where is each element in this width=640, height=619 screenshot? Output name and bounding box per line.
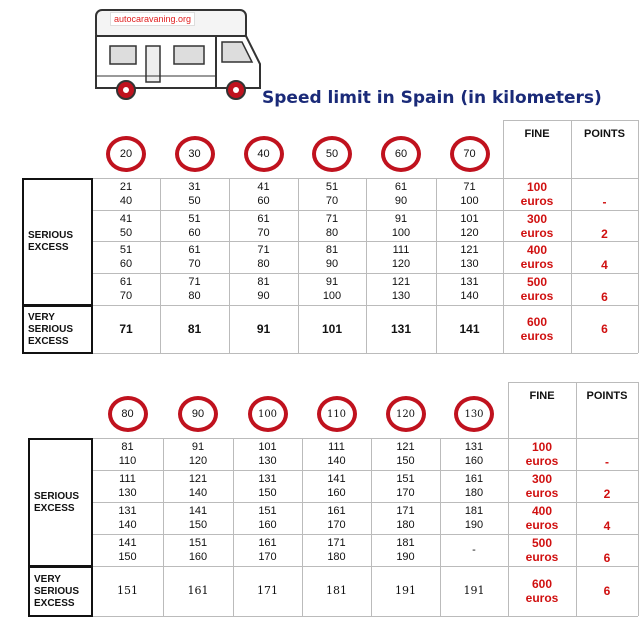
speed-value: 71: [257, 244, 270, 256]
speed-range-cell: [436, 241, 503, 273]
speed-value: 180: [396, 519, 415, 531]
speed-value: 50: [188, 195, 201, 207]
fine-text: 500: [531, 536, 553, 550]
speed-value: 151: [258, 505, 277, 517]
speed-value: 71: [463, 181, 476, 193]
speed-value: 91: [394, 212, 408, 225]
speed-value: 60: [257, 195, 270, 207]
speed-value: 70: [119, 290, 133, 302]
speed-limit-sign-80: 80: [108, 396, 148, 432]
speed-range-cell: [436, 178, 503, 210]
serious-excess-text: SERIOUS: [28, 230, 74, 241]
fine-text: euros: [520, 225, 554, 240]
speed-value: 50: [119, 226, 133, 239]
grid-line: [638, 178, 639, 353]
speed-range-cell: [366, 210, 436, 241]
speed-value: 110: [118, 455, 137, 467]
speed-value: 160: [258, 519, 277, 531]
speed-range-cell: [298, 273, 366, 305]
speed-range-cell: [160, 210, 229, 241]
speed-limit-sign-60: 60: [381, 136, 421, 172]
speed-range-cell: [92, 178, 160, 210]
speed-value: 101: [258, 441, 277, 453]
very-serious-excess-text: EXCESS: [34, 597, 75, 609]
speed-limit-sign-40: 40: [244, 136, 284, 172]
speed-value: 170: [396, 487, 415, 499]
speed-range-cell: [92, 502, 163, 534]
speed-range-cell: [302, 438, 371, 470]
speed-value: 60: [188, 226, 201, 239]
speed-value: 31: [188, 181, 201, 193]
very-serious-value: 191: [395, 584, 416, 597]
speed-limit-sign-30: 30: [175, 136, 215, 172]
fine-text: euros: [520, 329, 554, 343]
speed-range-cell: [160, 178, 229, 210]
very-serious-value: 81: [187, 322, 202, 336]
speed-range-cell: [298, 241, 366, 273]
speed-value: 130: [258, 455, 277, 467]
speed-value: 80: [188, 290, 201, 302]
very-serious-value: 71: [119, 322, 133, 336]
speed-limit-sign-70: 70: [450, 136, 490, 172]
speed-value: 21: [119, 181, 133, 193]
speed-value: 121: [188, 473, 208, 485]
fine-cell: [508, 566, 576, 616]
speed-value: 180: [327, 551, 346, 563]
speed-value: 131: [118, 505, 137, 517]
speed-value: 60: [119, 258, 133, 270]
speed-value: 101: [460, 212, 479, 225]
speed-value: 160: [188, 551, 208, 563]
points-cell: -: [602, 195, 607, 209]
speed-value: 120: [391, 258, 411, 270]
speed-range-cell: [92, 470, 163, 502]
speed-range-cell: [163, 534, 233, 566]
very-serious-value: 191: [463, 584, 485, 597]
very-serious-value: 171: [257, 584, 278, 597]
speed-value: 150: [118, 551, 137, 563]
speed-range-cell: [440, 438, 508, 470]
speed-limit-sign-50: 50: [312, 136, 352, 172]
very-serious-value: 161: [187, 584, 209, 597]
speed-range-cell: [163, 470, 233, 502]
points-header: POINTS: [584, 128, 625, 140]
speed-value: 100: [460, 195, 479, 207]
grid-line: [92, 353, 638, 354]
speed-range-cell: [440, 534, 508, 566]
speed-range-cell: [298, 210, 366, 241]
speed-range-cell: [233, 438, 302, 470]
speed-range-cell: [233, 502, 302, 534]
speed-range-cell: [160, 241, 229, 273]
speed-value: 51: [325, 181, 339, 193]
grid-line: [576, 382, 577, 438]
very-serious-excess-text: EXCESS: [28, 335, 69, 347]
speed-value: 131: [464, 441, 484, 453]
fine-cell: [508, 502, 576, 534]
grid-line: [92, 616, 638, 617]
very-serious-value: 141: [459, 322, 480, 336]
speed-value: 70: [188, 258, 201, 270]
serious-excess-text: EXCESS: [28, 242, 69, 253]
speed-value: 140: [188, 487, 208, 499]
speed-range-cell: [371, 470, 440, 502]
fine-text: 100: [526, 180, 548, 194]
points-cell: 4: [601, 258, 608, 272]
fine-text: 600: [531, 577, 553, 591]
speed-range-cell: [371, 438, 440, 470]
speed-range-cell: [436, 210, 503, 241]
speed-value: 121: [460, 244, 479, 256]
speed-range-cell: [302, 534, 371, 566]
serious-excess-label: [28, 438, 93, 567]
grid-line: [638, 382, 639, 438]
speed-range-cell: [298, 178, 366, 210]
points-cell: 2: [603, 487, 611, 501]
speed-value: 180: [464, 487, 484, 499]
speed-range-cell: [229, 273, 298, 305]
speed-range-cell: [440, 470, 508, 502]
points-cell: 2: [601, 226, 608, 241]
serious-excess-text: SERIOUS: [34, 490, 80, 502]
speed-range-cell: [233, 534, 302, 566]
speed-range-cell: [92, 273, 160, 305]
speed-value: 81: [121, 441, 134, 453]
speed-value: 141: [118, 537, 137, 549]
speed-value: 61: [394, 181, 408, 193]
speed-value: 130: [460, 258, 479, 270]
speed-value: 81: [257, 276, 270, 288]
speed-range-cell: [229, 178, 298, 210]
speed-value: 170: [258, 551, 277, 563]
serious-excess-label: [22, 178, 93, 306]
speed-range-cell: [92, 534, 163, 566]
fine-text: euros: [525, 486, 559, 500]
speed-value: 161: [327, 505, 346, 517]
fine-cell: [503, 241, 571, 273]
site-watermark: autocaravaning.org: [110, 12, 195, 26]
speed-value: 140: [118, 519, 137, 531]
points-cell: 6: [601, 290, 608, 304]
speed-value: 171: [396, 505, 415, 517]
points-cell: -: [605, 455, 609, 469]
fine-text: euros: [520, 194, 554, 208]
grid-line: [638, 438, 639, 616]
very-serious-value: 131: [390, 322, 412, 336]
speed-range-cell: [160, 273, 229, 305]
speed-value: 71: [325, 212, 339, 225]
speed-value: 190: [396, 551, 415, 563]
fine-text: euros: [525, 518, 559, 532]
fine-header: FINE: [529, 390, 555, 402]
speed-value: 41: [119, 212, 133, 225]
fine-text: 400: [526, 243, 548, 257]
speed-value: 80: [325, 226, 339, 239]
speed-range-cell: [366, 273, 436, 305]
speed-value: 150: [188, 519, 208, 531]
speed-value: 51: [188, 212, 201, 225]
speed-value: 151: [188, 537, 208, 549]
speed-value: 190: [464, 519, 484, 531]
speed-value: 71: [188, 276, 201, 288]
fine-cell: [503, 273, 571, 305]
fine-text: 600: [526, 315, 548, 329]
speed-value: 80: [257, 258, 270, 270]
fine-text: euros: [525, 454, 559, 468]
fine-cell: [508, 534, 576, 566]
speed-value: 100: [391, 226, 411, 239]
fine-cell: [503, 178, 571, 210]
speed-range-cell: [302, 502, 371, 534]
speed-value: 70: [257, 226, 270, 239]
speed-value: 91: [325, 276, 339, 288]
speed-value: 111: [119, 473, 136, 485]
speed-value: 170: [327, 519, 346, 531]
speed-value: 160: [327, 487, 346, 499]
speed-range-cell: [92, 438, 163, 470]
speed-value: 41: [257, 181, 270, 193]
speed-value: 161: [258, 537, 277, 549]
points-cell: 6: [603, 584, 611, 598]
speed-limit-sign-130: 130: [454, 396, 494, 432]
very-serious-excess-text: VERY: [28, 311, 55, 323]
points-cell: 4: [603, 519, 611, 533]
speed-value: 140: [460, 290, 479, 302]
fine-text: 400: [531, 504, 553, 518]
speed-value: 90: [394, 195, 408, 207]
speed-range-cell: [436, 273, 503, 305]
fine-text: 300: [531, 472, 553, 486]
points-cell: 6: [601, 322, 608, 336]
speed-range-cell: [92, 241, 160, 273]
fine-cell: [503, 210, 571, 241]
speed-value: 90: [257, 290, 270, 302]
speed-value: 171: [327, 537, 346, 549]
fine-text: euros: [520, 257, 554, 271]
grid-line: [503, 120, 638, 121]
fine-text: 100: [531, 440, 553, 454]
speed-value: 121: [396, 441, 415, 453]
speed-value: 61: [257, 212, 270, 225]
speed-range-cell: [229, 241, 298, 273]
speed-range-cell: [366, 178, 436, 210]
speed-value: 181: [396, 537, 415, 549]
speed-range-cell: [163, 438, 233, 470]
speed-range-cell: [163, 502, 233, 534]
grid-line: [508, 382, 509, 438]
fine-text: 300: [526, 211, 548, 226]
fine-text: euros: [525, 550, 559, 564]
points-header: POINTS: [586, 390, 628, 402]
speed-range-cell: [302, 470, 371, 502]
speed-value: 40: [119, 195, 133, 207]
speed-limit-sign-110: 110: [317, 396, 357, 432]
speed-range-cell: [366, 241, 436, 273]
very-serious-excess-text: SERIOUS: [28, 323, 74, 335]
speed-value: 150: [258, 487, 277, 499]
grid-line: [638, 120, 639, 178]
fine-text: euros: [525, 591, 559, 605]
speed-value: 141: [327, 473, 346, 485]
very-serious-excess-label: [22, 305, 93, 354]
fine-cell: [503, 305, 571, 353]
speed-range-cell: [371, 502, 440, 534]
speed-range-cell: [371, 534, 440, 566]
fine-cell: [508, 470, 576, 502]
fine-text: 500: [526, 275, 548, 289]
very-serious-value: 91: [256, 322, 271, 336]
speed-value: 151: [396, 473, 415, 485]
very-serious-value: 151: [117, 584, 138, 597]
speed-value: 70: [325, 195, 339, 207]
fine-text: euros: [520, 289, 554, 303]
fine-cell: [508, 438, 576, 470]
speed-value: 120: [188, 455, 208, 467]
speed-limit-sign-100: 100: [248, 396, 288, 432]
speed-limit-sign-20: 20: [106, 136, 146, 172]
speed-value: 51: [119, 244, 133, 256]
speed-value: 61: [188, 244, 201, 256]
speed-value: 131: [258, 473, 277, 485]
speed-value: 121: [391, 276, 411, 288]
points-cell: 6: [603, 551, 611, 565]
grid-line: [571, 120, 572, 178]
speed-range-cell: [92, 210, 160, 241]
fine-header: FINE: [524, 128, 550, 140]
speed-value: 181: [464, 505, 484, 517]
speed-value: 130: [391, 290, 411, 302]
very-serious-value: 181: [326, 584, 347, 597]
speed-limit-sign-90: 90: [178, 396, 218, 432]
speed-value: 91: [191, 441, 205, 453]
speed-value: 150: [396, 455, 415, 467]
speed-range-cell: [229, 210, 298, 241]
speed-value: -: [472, 544, 476, 556]
speed-limit-sign-120: 120: [386, 396, 426, 432]
speed-value: 90: [325, 258, 339, 270]
speed-value: 111: [328, 441, 345, 453]
speed-value: 141: [188, 505, 208, 517]
serious-excess-text: EXCESS: [34, 502, 75, 514]
speed-value: 160: [464, 455, 484, 467]
very-serious-value: 101: [321, 322, 343, 336]
speed-value: 61: [119, 276, 133, 288]
speed-value: 131: [460, 276, 479, 288]
speed-range-cell: [440, 502, 508, 534]
speed-value: 120: [460, 226, 479, 239]
speed-value: 140: [327, 455, 346, 467]
speed-value: 111: [392, 244, 410, 256]
speed-value: 130: [118, 487, 137, 499]
very-serious-excess-label: [28, 566, 93, 617]
speed-value: 81: [325, 244, 339, 256]
speed-value: 161: [464, 473, 484, 485]
grid-line: [508, 382, 638, 383]
page-title: Speed limit in Spain (in kilometers): [262, 88, 602, 108]
very-serious-excess-text: SERIOUS: [34, 585, 80, 597]
speed-range-cell: [233, 470, 302, 502]
speed-value: 100: [322, 290, 342, 302]
very-serious-excess-text: VERY: [34, 573, 61, 585]
grid-line: [503, 120, 504, 178]
